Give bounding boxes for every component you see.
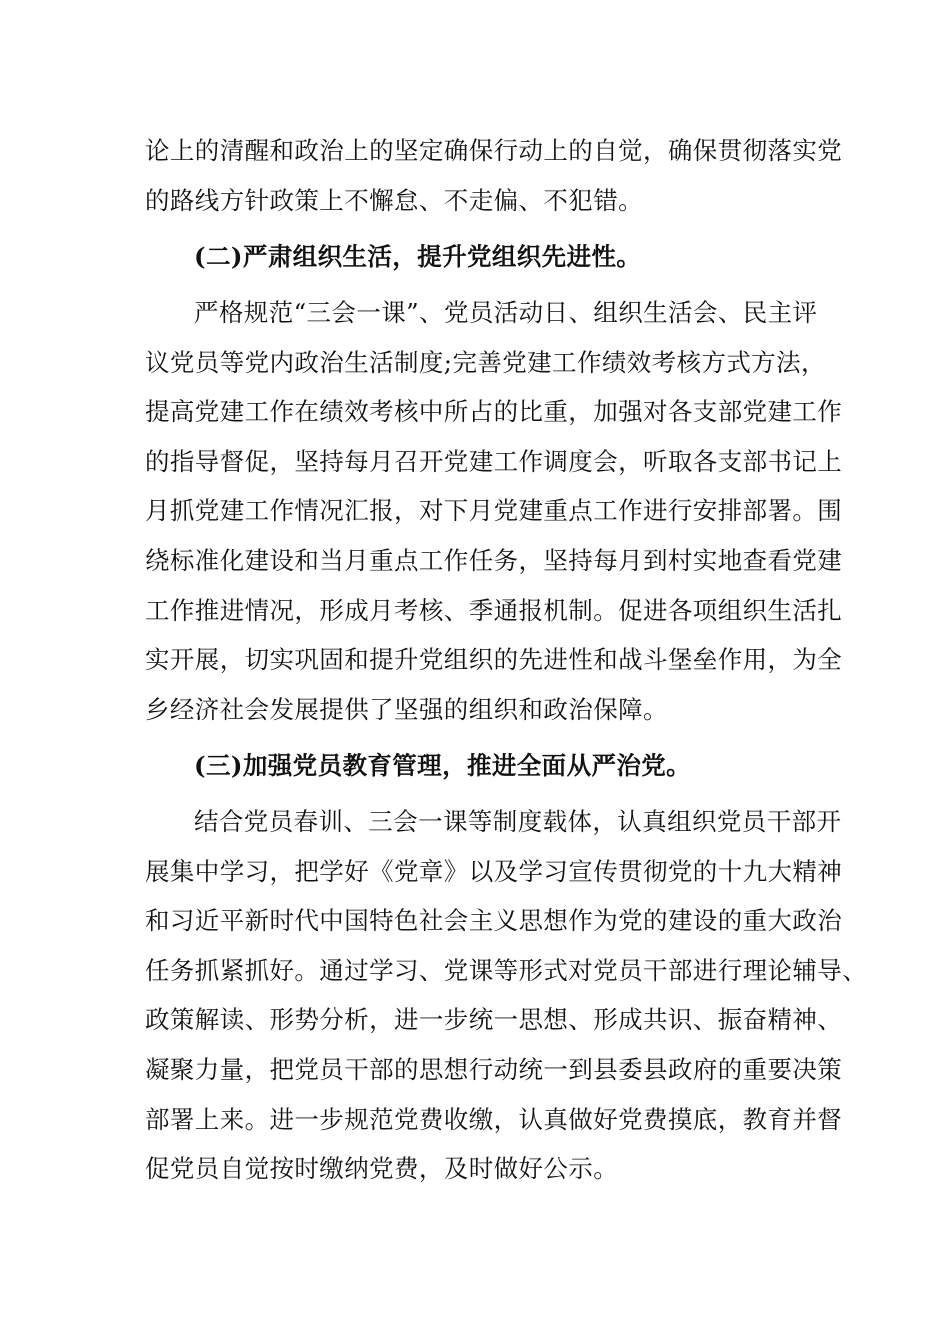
body-text-line: 凝聚力量，把党员干部的思想行动统一到县委县政府的重要决策 xyxy=(145,1055,843,1084)
body-text-line: 政策解读、形势分析，进一步统一思想、形成共识、振奋精神、 xyxy=(145,1005,843,1034)
body-text-line: 实开展，切实巩固和提升党组织的先进性和战斗堡垒作用，为全 xyxy=(145,645,843,674)
body-text-line: 绕标准化建设和当月重点工作任务，坚持每月到村实地查看党建 xyxy=(145,546,843,575)
section-heading: (二)严肃组织生活，提升党组织先进性。 xyxy=(194,242,642,271)
body-text-line: 严格规范“三会一课”、党员活动日、组织生活会、民主评 xyxy=(194,298,818,327)
body-text-line: 部署上来。进一步规范党费收缴，认真做好党费摸底，教育并督 xyxy=(145,1105,843,1134)
body-text-line: 展集中学习，把学好《党章》以及学习宣传贯彻党的十九大精神 xyxy=(145,857,843,886)
body-text-line: 提高党建工作在绩效考核中所占的比重，加强对各支部党建工作 xyxy=(145,397,843,426)
body-text-line: 论上的清醒和政治上的坚定确保行动上的自觉，确保贯彻落实党 xyxy=(145,136,843,165)
body-text-line: 乡经济社会发展提供了坚强的组织和政治保障。 xyxy=(145,695,668,724)
body-text-line: 的指导督促，坚持每月召开党建工作调度会，听取各支部书记上 xyxy=(145,447,843,476)
body-text-line: 工作推进情况，形成月考核、季通报机制。促进各项组织生活扎 xyxy=(145,596,843,625)
body-text-line: 的路线方针政策上不懈怠、不走偏、不犯错。 xyxy=(145,186,643,215)
body-text-line: 任务抓紧抓好。通过学习、党课等形式对党员干部进行理论辅导、 xyxy=(145,956,868,985)
body-text-line: 议党员等党内政治生活制度;完善党建工作绩效考核方式方法， xyxy=(145,348,826,377)
body-text-line: 和习近平新时代中国特色社会主义思想作为党的建设的重大政治 xyxy=(145,906,843,935)
body-text-line: 结合党员春训、三会一课等制度载体，认真组织党员干部开 xyxy=(194,807,842,836)
body-text-line: 月抓党建工作情况汇报，对下月党建重点工作进行安排部署。围 xyxy=(145,496,843,525)
section-heading: (三)加强党员教育管理，推进全面从严治党。 xyxy=(194,751,692,780)
body-text-line: 促党员自觉按时缴纳党费，及时做好公示。 xyxy=(145,1154,619,1183)
